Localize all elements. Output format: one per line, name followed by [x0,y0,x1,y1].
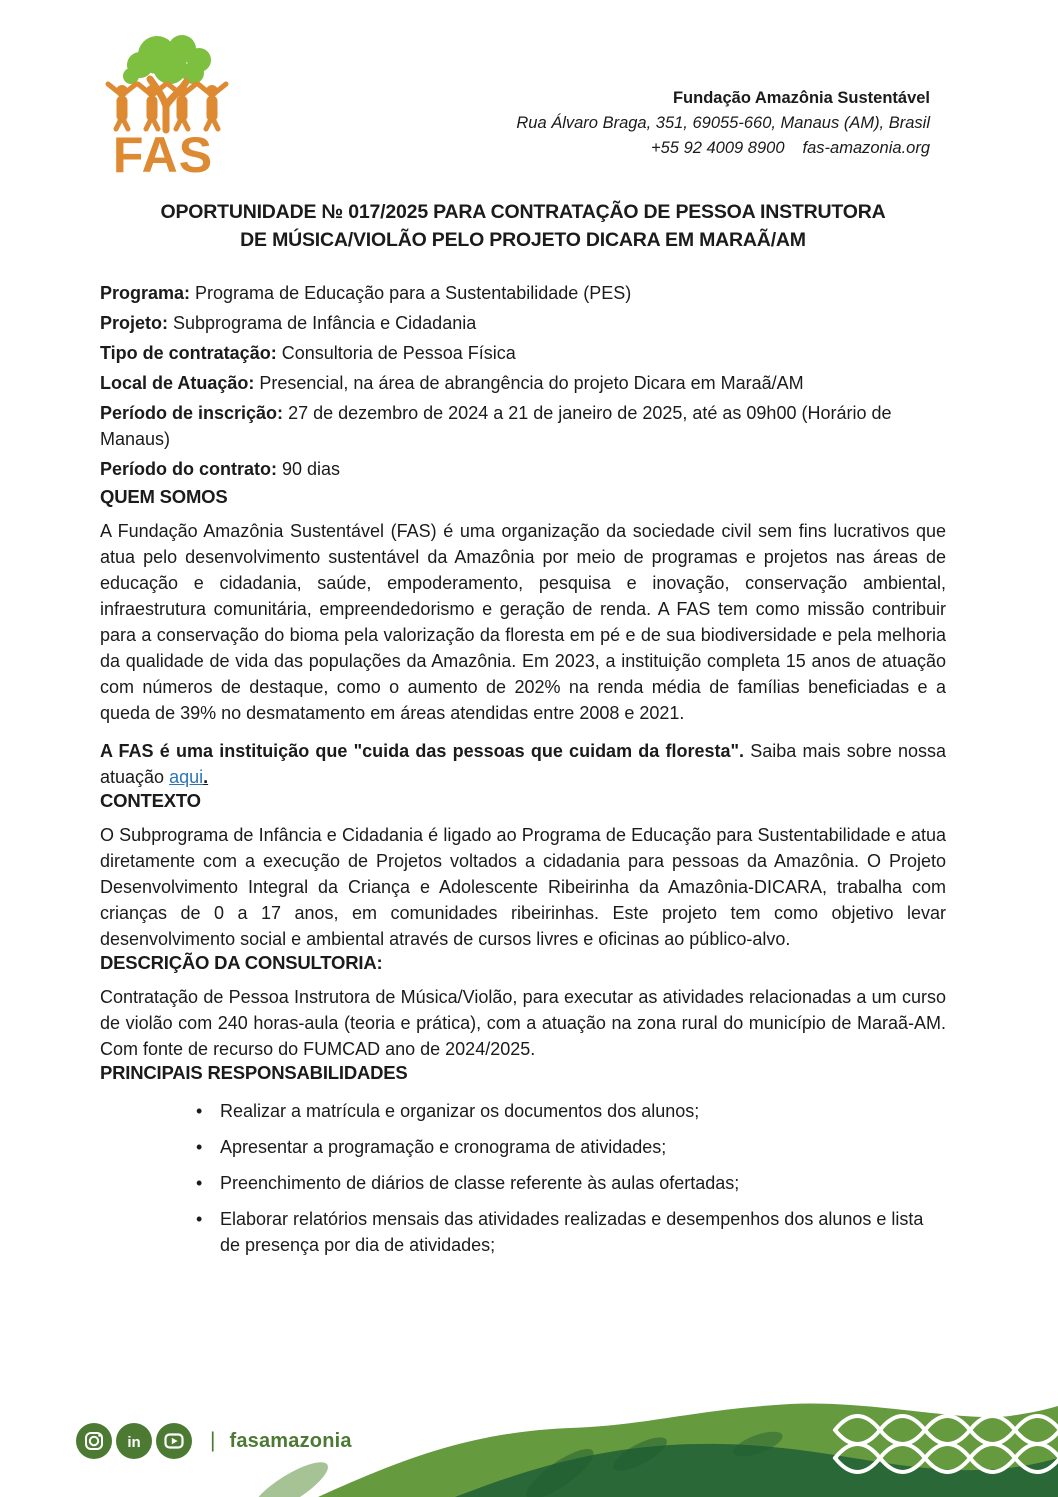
instagram-icon[interactable] [76,1423,112,1459]
section-heading-contexto: CONTEXTO [100,790,201,811]
detail-label: Projeto: [100,313,169,333]
detail-value: Presencial, na área de abrangência do projeto Dicara em Maraã/AM [259,373,804,393]
detail-value: Consultoria de Pessoa Física [281,343,516,363]
org-website: fas-amazonia.org [802,139,930,157]
org-contact-line [516,136,930,161]
youtube-icon[interactable] [156,1423,192,1459]
detail-row-local-atuacao [100,370,946,396]
tagline-paragraph [100,738,946,790]
footer-separator: | [210,1429,216,1452]
tagline-period: . [203,767,209,787]
list-item: • Apresentar a programação e cronograma de atividades; [196,1134,946,1160]
document-header [0,0,1058,180]
opportunity-details [100,280,946,482]
document-body [0,280,1058,1258]
detail-value: 27 de dezembro de 2024 a 21 de janeiro de 2025, até as 09h00 (Horário de Manaus) [100,403,892,449]
logo-text: FAS [112,127,214,178]
descricao-paragraph: Contratação de Pessoa Instrutora de Música/Violão, para executar as atividades relacionadas a um curso de violão com 240 horas-aula (teoria e prática), com a atuação na zona rural do município de Maraã-AM. Com fonte de recurso do FUMCAD ano de 2024/2025. [100,987,946,1059]
tagline-bold: A FAS é uma instituição que "cuida das pessoas que cuidam da floresta". [100,741,745,761]
tree-canopy-icon [123,35,211,84]
detail-label: Período de inscrição: [100,403,284,423]
section-heading-quem-somos: QUEM SOMOS [100,486,228,507]
title-line-1: OPORTUNIDADE № 017/2025 PARA CONTRATAÇÃO DE PESSOA INSTRUTORA [160,201,886,223]
list-item: • Preenchimento de diários de classe referente às aulas ofertadas; [196,1170,946,1196]
detail-label: Período do contrato: [100,459,277,479]
section-heading-descricao-consultoria: DESCRIÇÃO DA CONSULTORIA: [100,952,383,973]
linkedin-icon[interactable] [116,1423,152,1459]
detail-row-tipo-contratacao [100,340,946,366]
svg-text:in: in [127,1434,141,1451]
responsibilities-list [100,1098,946,1258]
detail-value: 90 dias [282,459,341,479]
detail-label: Local de Atuação: [100,373,255,393]
org-phone: +55 92 4009 8900 [651,139,785,157]
footer-handle: fasamazonia [229,1429,352,1452]
detail-row-projeto [100,310,946,336]
footer-social-row [76,1423,352,1459]
detail-value: Subprograma de Infância e Cidadania [173,313,477,333]
detail-row-periodo-contrato [100,456,946,482]
detail-value: Programa de Educação para a Sustentabilidade (PES) [195,283,632,303]
org-name: Fundação Amazônia Sustentável [672,89,930,107]
detail-label: Tipo de contratação: [100,343,277,363]
org-address: Rua Álvaro Braga, 351, 69055-660, Manaus (AM), Brasil [516,114,930,132]
list-item: • Realizar a matrícula e organizar os documentos dos alunos; [196,1098,946,1124]
aqui-link[interactable]: aqui [169,767,204,787]
detail-label: Programa: [100,283,191,303]
detail-row-periodo-inscricao [100,400,946,452]
document-title [100,198,946,254]
title-line-2: DE MÚSICA/VIOLÃO PELO PROJETO DICARA EM MARAÃ/AM [240,229,806,251]
detail-row-programa [100,280,946,306]
fas-logo [95,30,235,178]
org-contact-block [516,86,930,161]
tagline-rest: Saiba mais sobre nossa atuação [100,741,946,787]
contexto-paragraph: O Subprograma de Infância e Cidadania é ligado ao Programa de Educação para Sustentabilidade e atua diretamente com a execução de Projetos voltados a cidadania para pessoas da Amazônia. O Projeto Desenvolvimento Integral da Criança e Adolescente Ribeirinha da Amazônia-DICARA, trabalha com crianças de 0 a 17 anos, em comunidades ribeirinhas. Este projeto tem como objetivo levar desenvolvimento social e ambiental através de cursos livres e oficinas ao público-alvo. [100,825,946,949]
section-heading-principais-responsabilidades: PRINCIPAIS RESPONSABILIDADES [100,1062,408,1083]
list-item: • Elaborar relatórios mensais das atividades realizadas e desempenhos dos alunos e lista de presença por dia de atividades; [196,1206,946,1258]
quem-somos-paragraph: A Fundação Amazônia Sustentável (FAS) é uma organização da sociedade civil sem fins lucrativos que atua pelo desenvolvimento sustentável da Amazônia por meio de programas e projetos nas áreas de educação e cidadania, saúde, empoderamento, pesquisa e inovação, conservação ambiental, infraestrutura comunitária, empreendedorismo e geração de renda. A FAS tem como missão contribuir para a conservação do bioma pela valorização da floresta em pé e de sua biodiversidade e pela melhoria da qualidade de vida das populações da Amazônia. Em 2023, a instituição completa 15 anos de atuação com números de destaque, como o aumento de 202% na renda média de famílias beneficiadas e a queda de 39% no desmatamento em áreas atendidas entre 2008 e 2021. [100,521,946,723]
